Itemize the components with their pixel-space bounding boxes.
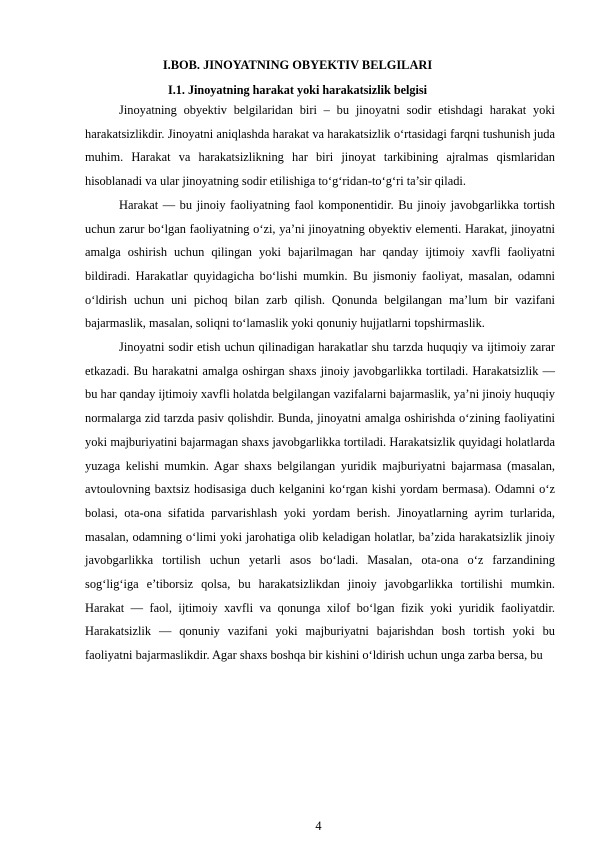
section-title: I.1. Jinoyatning harakat yoki harakatsizlik belgisi xyxy=(167,83,428,97)
paragraph: Jinoyatning obyektiv belgilaridan biri – bu jinoyatni sodir etishdagi harakat yoki harakatsizlikdir. Jinoyatni aniqlashda harakat va harakatsizlik o‘rtasidagi farqni tushunish juda muhim. Harakat va harakatsizlikning har biri jinoyat tarkibining ajralmas qismlaridan hisoblanadi va ular jinoyatning sodir etilishiga to‘g‘ridan-to‘g‘ri ta’sir qiladi. xyxy=(85,103,555,189)
paragraph: Harakat — bu jinoiy faoliyatning faol komponentidir. Bu jinoiy javobgarlikka tortish uchun zarur bo‘lgan faoliyatning o‘zi, ya’ni jinoyatning obyektiv elementi. Harakat, jinoyatni amalga oshirish uchun qilingan yoki bajarilmagan har qanday ijtimoiy xavfli faoliyatni bildiradi. Harakatlar quyidagicha bo‘lishi mumkin. Bu jismoniy faoliyat, masalan, odamni o‘ldirish uchun uni pichoq bilan zarb qilish. Qonunda belgilangan ma’lum bir vazifani bajarmaslik, masalan, soliqni to‘lamaslik yoki qonuniy hujjatlarni topshirmaslik. xyxy=(85,197,555,331)
body-text xyxy=(85,99,555,668)
page-number: 4 xyxy=(315,819,322,833)
chapter-title: I.BOB. JINOYATNING OBYEKTIV BELGILARI xyxy=(162,58,433,72)
paragraph: Jinoyatni sodir etish uchun qilinadigan harakatlar shu tarzda huquqiy va ijtimoiy zarar etkazadi. Bu harakatni amalga oshirgan shaxs jinoiy javobgarlikka tortiladi. Harakatsizlik — bu har qanday ijtimoiy xavfli holatda belgilangan vazifalarni bajarmaslik, ya’ni jinoiy huquqiy normalarga zid tarzda pasiv qolishdir. Bunda, jinoyatni amalga oshirishda o‘zining faoliyatini yoki majburiyatini bajarmagan shaxs javobgarlikka tortiladi. Harakatsizlik quyidagi holatlarda yuzaga kelishi mumkin. Agar shaxs belgilangan yuridik majburiyatni bajarmasa (masalan, avtoulovning baxtsiz hodisasiga duch kelganini ko‘rgan kishi yordam bermasa). Odamni o‘z bolasi, ota-ona sifatida parvarishlash yoki yordam berish. Jinoyatlarning ayrim turlarida, masalan, odamning o‘limi yoki jarohatiga olib keladigan holatlar, ba’zida harakatsizlik jinoiy javobgarlikka tortilish uchun yetarli asos bo‘ladi. Masalan, ota-ona o‘z farzandining sog‘lig‘iga e’tiborsiz qolsa, bu harakatsizlikdan jinoiy javobgarlikka tortilishi mumkin. Harakat — faol, ijtimoiy xavfli va qonunga xilof bo‘lgan fizik yoki yuridik faoliyatdir. Harakatsizlik — qonuniy vazifani yoki majburiyatni bajarishdan bosh tortish yoki bu faoliyatni bajarmaslikdir. Agar shaxs boshqa bir kishini o‘ldirish uchun unga zarba bersa, bu xyxy=(85,340,555,663)
